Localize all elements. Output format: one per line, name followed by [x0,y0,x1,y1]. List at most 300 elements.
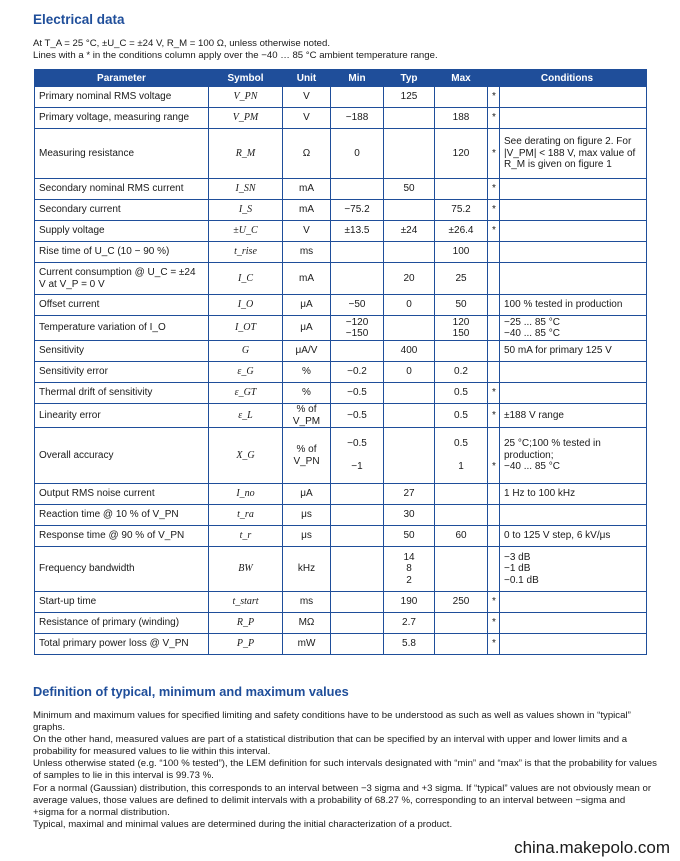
typ-cell-line: 30 [403,509,415,521]
typ-cell-line: 8 [406,563,412,575]
max-cell-line: 0.5 [454,438,468,450]
max-cell [435,634,488,655]
table-row [35,505,647,526]
param-cell [35,179,209,200]
symbol-cell [209,341,283,362]
star-cell [488,484,500,505]
param-cell [35,221,209,242]
conditions-cell [500,428,647,484]
min-cell-line [335,450,379,462]
conditions-cell-line [504,183,642,195]
symbol-cell [209,200,283,221]
header-unit: Unit [283,70,331,87]
conditions-cell [500,316,647,341]
star-cell [488,221,500,242]
symbol-cell-line: R_P [236,617,255,629]
conditions-cell [500,263,647,295]
unit-cell [283,341,331,362]
min-cell-line: −75.2 [344,204,370,216]
table-row [35,547,647,592]
typ-cell-line: 125 [400,91,418,103]
table-row [35,316,647,341]
param-cell-line: Temperature variation of I_O [39,322,166,334]
star-cell-line [492,366,495,378]
table-row [35,592,647,613]
typ-cell-line [388,450,430,462]
conditions-cell-line: −40 ... 85 °C [504,461,560,473]
conditions-cell-line: 50 mA for primary 125 V [504,345,612,357]
max-cell-line [439,183,483,195]
param-cell [35,295,209,316]
min-cell [331,221,384,242]
table-row [35,428,647,484]
conditions-cell [500,592,647,613]
table-row [35,613,647,634]
typ-cell [384,362,435,383]
max-cell-line: 0.5 [454,409,468,421]
min-cell-line: −150 [345,328,369,339]
param-cell-line: Output RMS noise current [39,488,155,500]
table-row [35,383,647,404]
unit-cell-line: Ω [302,147,311,159]
unit-cell [283,404,331,428]
conditions-cell-line [504,112,642,124]
unit-cell-line: % [302,387,311,399]
symbol-cell-line: P_P [236,638,255,650]
unit-cell [283,129,331,179]
max-cell-line [439,345,483,357]
max-cell-line: 25 [455,272,467,284]
table-row [35,362,647,383]
param-cell-line: Sensitivity [39,345,85,357]
conditions-cell-line [504,596,642,608]
max-cell [435,383,488,404]
typ-cell-line [388,112,430,124]
symbol-cell [209,108,283,129]
max-cell-line [439,563,483,575]
table-row [35,87,647,108]
max-cell [435,428,488,484]
unit-cell-line: μA [300,322,313,334]
conditions-cell-line [504,617,642,629]
definition-body [33,710,658,831]
unit-cell-line: mA [299,204,314,216]
param-cell-line: Response time @ 90 % of V_PN [39,530,185,542]
definition-title: Definition of typical, minimum and maximum values [33,684,349,699]
max-cell-line: 120 [452,147,470,159]
header-parameter: Parameter [35,70,209,87]
param-cell [35,484,209,505]
star-cell-line [492,438,495,450]
table-row [35,242,647,263]
min-cell [331,316,384,341]
symbol-cell [209,316,283,341]
min-cell-line [335,273,379,285]
param-cell [35,108,209,129]
typ-cell-line: 190 [400,596,418,608]
param-cell-line: Sensitivity error [39,366,108,378]
unit-cell [283,383,331,404]
electrical-data-table [34,69,647,655]
symbol-cell [209,634,283,655]
symbol-cell-line: I_SN [235,183,256,195]
param-cell-line: Linearity error [39,409,101,421]
min-cell-line [335,488,379,500]
symbol-cell-line: V_PN [233,91,258,103]
param-cell [35,242,209,263]
min-cell [331,200,384,221]
star-cell [488,263,500,295]
min-cell [331,341,384,362]
symbol-cell [209,263,283,295]
min-cell [331,613,384,634]
min-cell-line [335,183,379,195]
symbol-cell-line: I_O [237,299,254,311]
star-cell-line: * [492,225,496,237]
conditions-cell [500,221,647,242]
min-cell-line [335,596,379,608]
param-cell [35,505,209,526]
table-row [35,341,647,362]
symbol-cell-line: I_C [238,272,253,284]
star-cell-line: * [492,461,496,473]
max-cell-line [439,488,483,500]
conditions-note-2: Lines with a * in the conditions column apply over the −40 … 85 °C ambient temperature range. [33,50,438,61]
min-cell [331,383,384,404]
unit-cell [283,221,331,242]
max-cell-line: 1 [458,461,464,473]
min-cell-line [335,563,379,575]
symbol-cell-line: ±U_C [233,225,258,237]
param-cell-line: Thermal drift of sensitivity [39,387,153,399]
typ-cell [384,316,435,341]
section-title: Electrical data [33,12,125,27]
conditions-cell [500,179,647,200]
conditions-cell-line [504,225,642,237]
max-cell-line [439,617,483,629]
min-cell [331,428,384,484]
min-cell [331,242,384,263]
typ-cell [384,242,435,263]
unit-cell [283,295,331,316]
star-cell [488,295,500,316]
max-cell-line: 0.5 [454,387,468,399]
symbol-cell-line: ε_G [237,366,254,378]
unit-cell-line: V [303,225,310,237]
star-cell-line [492,530,495,542]
conditions-cell [500,341,647,362]
typ-cell-line: 27 [403,488,415,500]
param-cell [35,547,209,592]
conditions-cell [500,108,647,129]
unit-cell [283,547,331,592]
param-cell-line: Start-up time [39,596,97,608]
definition-paragraph: Typical, maximal and minimal values are determined during the initial characterization of a product. [33,818,453,830]
definition-paragraph: Minimum and maximum values for specified limiting and safety conditions have to be understood as such as well as values shown in “typical” graphs. [33,710,631,734]
param-cell [35,526,209,547]
definition-paragraph: On the other hand, measured values are part of a statistical distribution that can be specified by an interval with upper and lower limits and a probability for measured values to lie within this interval. [33,734,628,758]
conditions-cell-line: −40 ... 85 °C [504,328,560,339]
param-cell [35,129,209,179]
symbol-cell [209,613,283,634]
param-cell-line: Primary nominal RMS voltage [39,91,172,103]
star-cell [488,316,500,341]
conditions-cell-line: 1 Hz to 100 kHz [504,488,576,500]
max-cell [435,404,488,428]
max-cell [435,108,488,129]
typ-cell [384,505,435,526]
symbol-cell [209,592,283,613]
max-cell-line: 100 [452,246,470,258]
typ-cell [384,383,435,404]
max-cell [435,295,488,316]
star-cell-line: * [492,112,496,124]
unit-cell [283,316,331,341]
unit-cell-line: mW [297,638,316,650]
param-cell [35,404,209,428]
unit-cell [283,179,331,200]
typ-cell [384,634,435,655]
min-cell-line: −1 [351,461,363,473]
conditions-cell-line [504,387,642,399]
param-cell [35,341,209,362]
typ-cell [384,547,435,592]
typ-cell [384,295,435,316]
unit-cell-line: V [303,91,310,103]
min-cell [331,404,384,428]
conditions-cell [500,484,647,505]
star-cell-line [492,299,495,311]
param-cell [35,428,209,484]
symbol-cell-line: t_r [239,530,252,542]
conditions-note-1: At T_A = 25 °C, ±U_C = ±24 V, R_M = 100 Ω, unless otherwise noted. [33,38,330,49]
typ-cell [384,404,435,428]
unit-cell-line: μA [300,488,313,500]
param-cell-line: Primary voltage, measuring range [39,112,190,124]
symbol-cell [209,129,283,179]
typ-cell [384,428,435,484]
typ-cell-line [388,410,430,422]
unit-cell-line: μA/V [295,345,318,357]
definition-paragraph: For a normal (Gaussian) distribution, this corresponds to an interval between −3 sigma and +3 sigma. If “typical” values are not obviously mean or average values, those values are defined to delimit intervals with a probability of 68.27 %, corresponding to an interval between −sigma and +sigma for a normal distribution. [33,782,652,818]
symbol-cell [209,87,283,108]
max-cell [435,341,488,362]
max-cell [435,613,488,634]
max-cell-line: 50 [455,299,467,311]
typ-cell [384,221,435,242]
min-cell-line: −0.5 [347,409,367,421]
header-typ: Typ [384,70,435,87]
table-row [35,108,647,129]
table-row [35,129,647,179]
typ-cell [384,484,435,505]
star-cell [488,526,500,547]
min-cell-line [335,530,379,542]
param-cell [35,634,209,655]
max-cell-line: 75.2 [451,204,471,216]
star-cell [488,613,500,634]
typ-cell [384,87,435,108]
max-cell-line [439,638,483,650]
conditions-cell [500,242,647,263]
unit-cell [283,484,331,505]
conditions-cell-line [504,366,642,378]
star-cell-line [492,488,495,500]
symbol-cell [209,526,283,547]
table-row [35,484,647,505]
unit-cell-line: ms [299,596,314,608]
symbol-cell [209,404,283,428]
symbol-cell [209,179,283,200]
conditions-cell [500,634,647,655]
header-min: Min [331,70,384,87]
typ-cell-line [388,246,430,258]
min-cell [331,634,384,655]
typ-cell [384,263,435,295]
star-cell-line: * [492,204,496,216]
max-cell-line: ±26.4 [448,225,474,237]
param-cell-line: Current consumption @ U_C = ±24 V at V_P = 0 V [39,267,196,290]
unit-cell [283,428,331,484]
symbol-cell-line: BW [238,563,253,575]
unit-cell [283,242,331,263]
conditions-cell-line: 25 °C;100 % tested in production; [504,438,601,461]
typ-cell-line: 2.7 [402,617,416,629]
star-cell-line: * [492,596,496,608]
max-cell [435,316,488,341]
symbol-cell [209,383,283,404]
param-cell-line: Total primary power loss @ V_PN [39,638,189,650]
table-row [35,221,647,242]
symbol-cell [209,221,283,242]
watermark: china.makepolo.com [514,838,670,857]
conditions-cell-line: ±188 V range [504,409,564,421]
typ-cell [384,179,435,200]
param-cell [35,200,209,221]
param-cell [35,383,209,404]
max-cell-line [439,450,483,462]
max-cell [435,129,488,179]
min-cell-line: −0.5 [347,387,367,399]
unit-cell-line: mA [299,272,314,284]
min-cell [331,526,384,547]
min-cell [331,295,384,316]
unit-cell-line: mA [299,183,314,195]
typ-cell-line: 0 [406,299,412,311]
min-cell-line [335,509,379,521]
definition-paragraph: Unless otherwise stated (e.g. “100 % tested”), the LEM definition for such intervals designated with “min” and “max” is that the probability for values of samples to lie in this interval is 99.73 %. [33,758,657,782]
max-cell [435,263,488,295]
param-cell [35,263,209,295]
param-cell-line: Frequency bandwidth [39,563,135,575]
max-cell-line: 60 [455,530,467,542]
star-cell-line: * [492,147,496,159]
param-cell [35,87,209,108]
conditions-cell-line [504,204,642,216]
symbol-cell [209,242,283,263]
min-cell [331,592,384,613]
conditions-cell-line: −3 dB [504,551,531,563]
star-cell-line [492,509,495,521]
param-cell-line: Secondary current [39,204,121,216]
typ-cell-line: ±24 [400,225,418,237]
star-cell [488,108,500,129]
conditions-cell-line [504,509,642,521]
max-cell-line: 188 [452,112,470,124]
symbol-cell [209,484,283,505]
conditions-cell-line [504,273,642,285]
typ-cell-line: 50 [403,530,415,542]
max-cell [435,87,488,108]
typ-cell-line [388,204,430,216]
conditions-cell [500,200,647,221]
min-cell [331,129,384,179]
conditions-cell [500,505,647,526]
conditions-cell [500,362,647,383]
unit-cell-line: μs [301,530,312,542]
symbol-cell-line: R_M [235,147,256,159]
max-cell [435,362,488,383]
table-row [35,179,647,200]
min-cell [331,362,384,383]
unit-cell-line: % of V_PM [292,404,321,427]
typ-cell [384,129,435,179]
conditions-cell [500,87,647,108]
unit-cell [283,505,331,526]
conditions-cell-line [504,246,642,258]
unit-cell-line: μA [300,299,313,311]
table-row [35,295,647,316]
symbol-cell [209,362,283,383]
min-cell-line [335,246,379,258]
star-cell-line [492,450,495,462]
conditions-cell-line: −1 dB [504,563,531,575]
conditions-cell-line: See derating on figure 2. For |V_PM| < 188 V, max value of R_M is given on figure 1 [504,136,636,171]
conditions-cell [500,383,647,404]
typ-cell-line: 14 [403,551,415,563]
unit-cell-line: % of V_PN [293,444,320,467]
min-cell [331,484,384,505]
conditions-cell [500,295,647,316]
min-cell-line [335,345,379,357]
star-cell [488,362,500,383]
unit-cell [283,526,331,547]
unit-cell-line: V [303,112,310,124]
symbol-cell [209,505,283,526]
star-cell [488,383,500,404]
min-cell [331,179,384,200]
unit-cell [283,634,331,655]
unit-cell [283,87,331,108]
min-cell [331,547,384,592]
max-cell-line [439,509,483,521]
unit-cell-line: ms [299,246,314,258]
min-cell-line [335,617,379,629]
param-cell [35,592,209,613]
symbol-cell-line: ε_GT [234,387,257,399]
max-cell [435,179,488,200]
star-cell-line [492,273,495,285]
star-cell-line [492,345,495,357]
table-row [35,404,647,428]
star-cell-line [492,322,495,334]
conditions-cell-line: 0 to 125 V step, 6 kV/μs [504,530,611,542]
param-cell [35,316,209,341]
star-cell-line: * [492,617,496,629]
unit-cell [283,592,331,613]
header-max: Max [435,70,488,87]
min-cell-line: −0.2 [347,366,367,378]
